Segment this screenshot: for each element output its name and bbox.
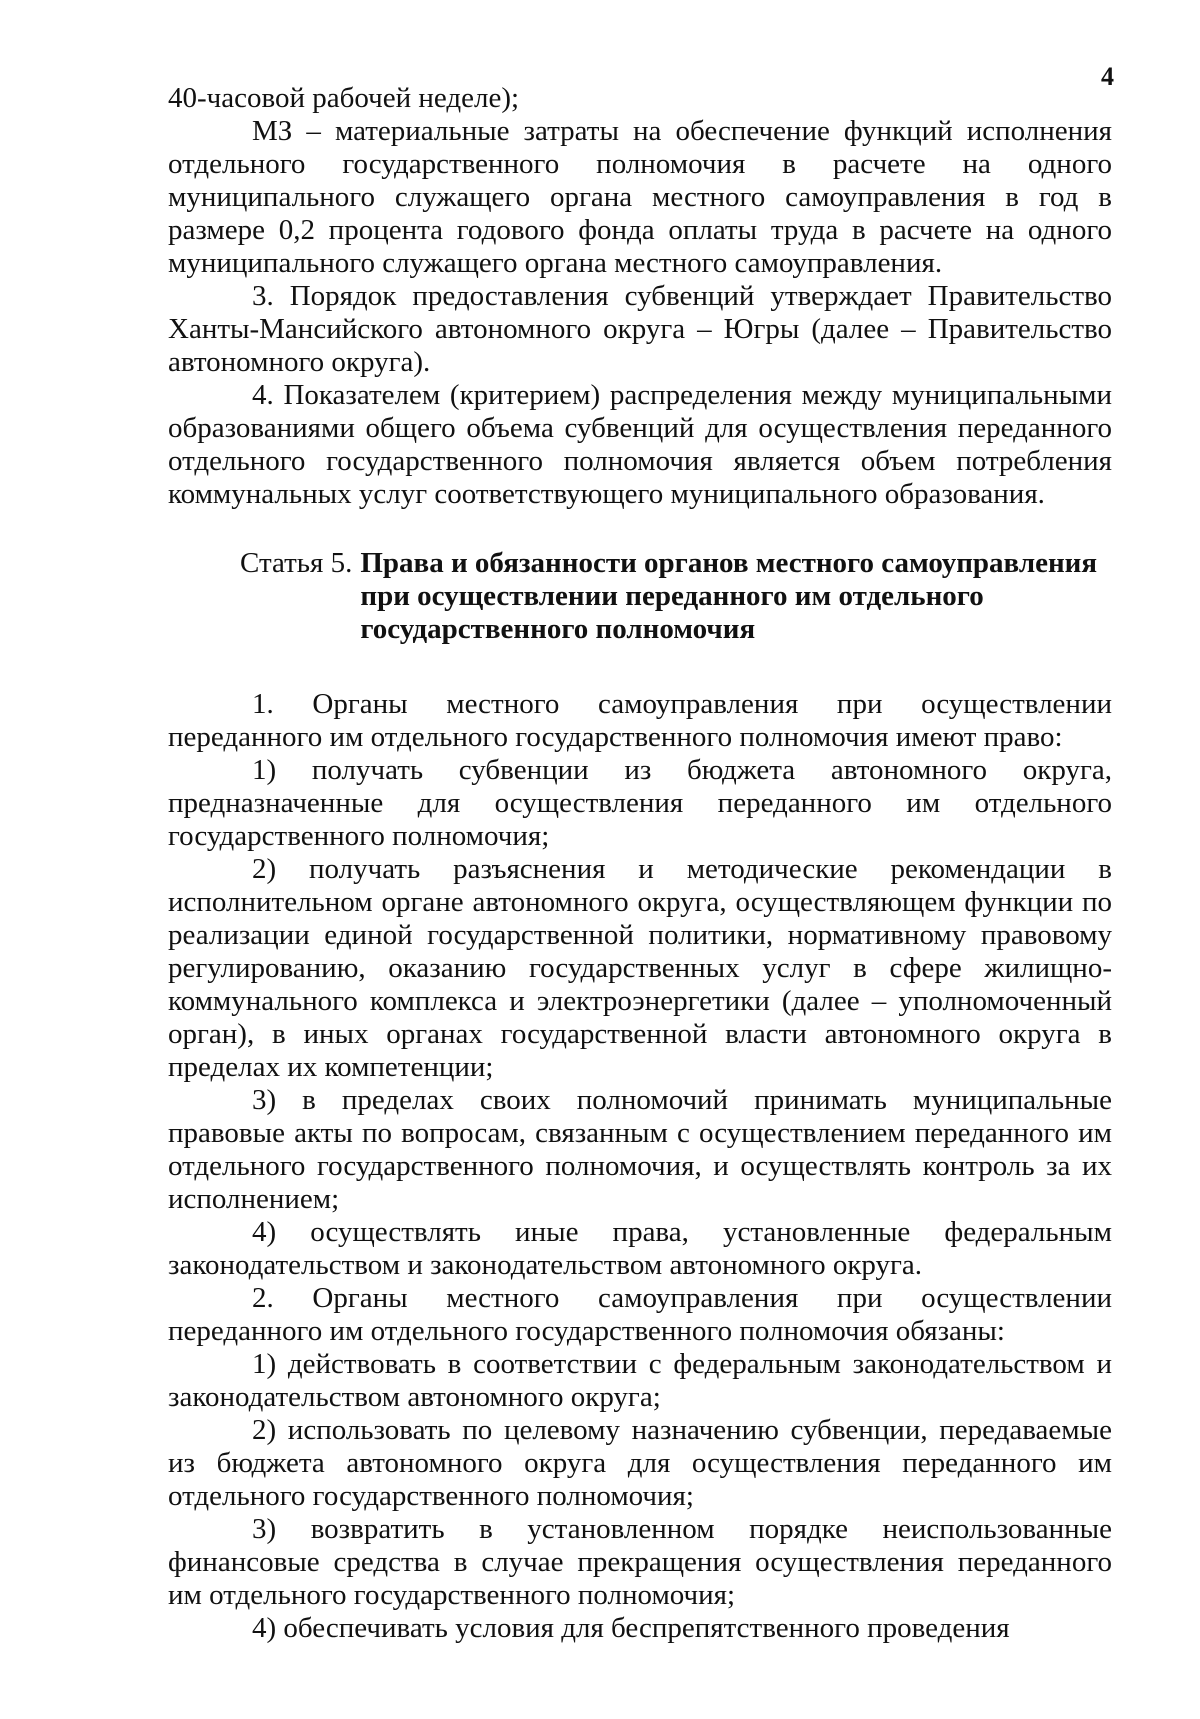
article-title: Права и обязанности органов местного самоуправления при осуществлении переданного им отдельного государственного полномочия bbox=[360, 547, 1098, 645]
article-label: Статья 5. bbox=[240, 547, 353, 579]
paragraph-bottom-9: 4) обеспечивать условия для беспрепятственного проведения bbox=[252, 1612, 1010, 1644]
paragraph-bottom-2: 2) получать разъяснения и методические рекомендации в исполнительном органе автономного округа, осуществляющем функции по реализации единой государственной политики, нормативному правовому регулированию, оказанию государственных услуг в сфере жилищно-коммунального комплекса и электроэнергетики (далее – уполномоченный орган), в иных органах государственной власти автономного округа в пределах их компетенции; bbox=[168, 853, 1112, 1083]
paragraph-top-2: 3. Порядок предоставления субвенций утверждает Правительство Ханты-Мансийского автономного округа – Югры (далее – Правительство автономного округа). bbox=[168, 280, 1112, 378]
paragraph-bottom-6: 1) действовать в соответствии с федеральным законодательством и законодательством автономного округа; bbox=[168, 1348, 1112, 1413]
paragraph-bottom-3: 3) в пределах своих полномочий принимать муниципальные правовые акты по вопросам, связанным с осуществлением переданного им отдельного государственного полномочия, и осуществлять контроль за их исполнением; bbox=[168, 1084, 1112, 1215]
paragraph-bottom-0: 1. Органы местного самоуправления при осуществлении переданного им отдельного государственного полномочия имеют право: bbox=[168, 688, 1112, 753]
paragraph-bottom-7: 2) использовать по целевому назначению субвенции, передаваемые из бюджета автономного округа для осуществления переданного им отдельного государственного полномочия; bbox=[168, 1414, 1112, 1512]
paragraph-top-3: 4. Показателем (критерием) распределения между муниципальными образованиями общего объема субвенций для осуществления переданного отдельного государственного полномочия является объем потребления коммунальных услуг соответствующего муниципального образования. bbox=[168, 379, 1112, 510]
paragraph-top-0: 40-часовой рабочей неделе); bbox=[168, 82, 520, 114]
paragraph-bottom-5: 2. Органы местного самоуправления при осуществлении переданного им отдельного государственного полномочия обязаны: bbox=[168, 1282, 1112, 1347]
article-heading bbox=[240, 547, 1112, 646]
paragraph-bottom-8: 3) возвратить в установленном порядке неиспользованные финансовые средства в случае прекращения осуществления переданного им отдельного государственного полномочия; bbox=[168, 1513, 1112, 1611]
paragraph-bottom-1: 1) получать субвенции из бюджета автономного округа, предназначенные для осуществления переданного им отдельного государственного полномочия; bbox=[168, 754, 1112, 852]
page-number: 4 bbox=[1101, 62, 1114, 91]
paragraph-bottom-4: 4) осуществлять иные права, установленные федеральным законодательством и законодательством автономного округа. bbox=[168, 1216, 1112, 1281]
paragraph-top-1: МЗ – материальные затраты на обеспечение функций исполнения отдельного государственного полномочия в расчете на одного муниципального служащего органа местного самоуправления в год в размере 0,2 процента годового фонда оплаты труда в расчете на одного муниципального служащего органа местного самоуправления. bbox=[168, 115, 1112, 279]
